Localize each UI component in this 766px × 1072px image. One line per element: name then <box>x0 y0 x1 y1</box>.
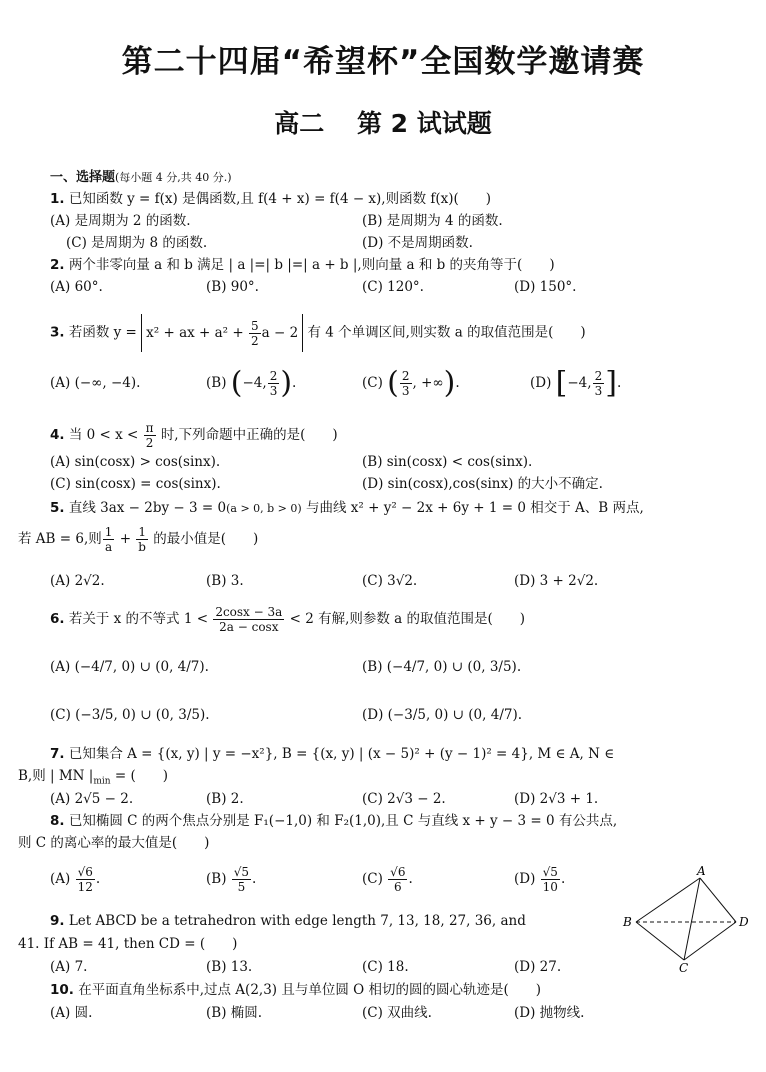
question-number: 9. <box>50 913 65 929</box>
question-9-cont: 41. If AB = 41, then CD = ( ) <box>18 936 238 952</box>
question-text: = ( ) <box>114 768 168 784</box>
option-b: (B) 是周期为 4 的函数. <box>362 213 503 229</box>
option-b: (B) (−4/7, 0) ∪ (0, 3/5). <box>362 659 522 675</box>
vertex-label-b: B <box>623 915 632 929</box>
option-b: (B) $\frac{√5}{5}$ . <box>206 865 257 894</box>
fraction <box>144 421 156 450</box>
question-number: 8. <box>50 813 65 829</box>
question-text-pre: 若函数 y = <box>68 324 137 341</box>
fraction <box>76 865 95 894</box>
option-c: (C) 是周期为 8 的函数. <box>66 235 208 251</box>
denominator: 2a − cosx <box>219 620 279 634</box>
page-subtitle <box>0 104 766 140</box>
numerator: √6 <box>390 865 406 879</box>
option-a: (A) 2√5 − 2. <box>50 791 134 807</box>
numerator: 2 <box>401 369 410 383</box>
question-number: 2. <box>50 257 65 273</box>
option-c: (C) 2√3 − 2. <box>362 791 446 807</box>
subscript: min <box>93 776 111 787</box>
option-b: (B) 13. <box>206 959 253 975</box>
denominator: 12 <box>77 880 93 894</box>
question-6 <box>50 602 525 636</box>
option-label: (C) <box>362 871 383 887</box>
option-d: (D) 不是周期函数. <box>362 235 473 251</box>
option-b: (B) sin(cosx) < cos(sinx). <box>362 454 533 470</box>
question-text: 两个非零向量 a 和 b 满足 | a |=| b |=| a + b |,则向量 a 和 b 的夹角等于( ) <box>68 257 555 273</box>
option-a: (A) 2√2. <box>50 573 105 589</box>
page-title: 第二十四届“希望杯”全国数学邀请赛 <box>121 44 645 80</box>
fraction <box>232 865 251 894</box>
option-d: (D) (−3/5, 0) ∪ (0, 4/7). <box>362 707 523 723</box>
numerator: 1 <box>136 525 148 540</box>
fraction <box>593 369 605 398</box>
option-b: (B) 3. <box>206 573 244 589</box>
option-value: , +∞ <box>412 375 444 391</box>
question-7-cont <box>18 767 168 791</box>
absolute-value-expression <box>141 314 303 352</box>
option-a: (A) (−4/7, 0) ∪ (0, 4/7). <box>50 659 209 675</box>
option-d: (D) sin(cosx),cos(sinx) 的大小不确定. <box>362 476 603 492</box>
denominator: 2 <box>145 436 154 450</box>
question-text: 的最小值是( ) <box>153 531 259 547</box>
numerator: 2cosx − 3a <box>215 605 283 619</box>
question-2 <box>50 256 555 274</box>
option-c: (C) $\frac{√6}{6}$ . <box>362 865 413 894</box>
option-a: (A) 是周期为 2 的函数. <box>50 213 191 229</box>
question-9 <box>50 912 526 930</box>
option-c: (C) 双曲线. <box>362 1005 432 1021</box>
fraction <box>249 319 261 348</box>
edge-ac <box>684 878 700 960</box>
question-text: 已知椭圆 C 的两个焦点分别是 F₁(−1,0) 和 F₂(1,0),且 C 与直线 x + y − 3 = 0 有公共点, <box>68 813 618 829</box>
fraction <box>388 865 407 894</box>
option-a: (A) (−∞, −4). <box>50 375 141 391</box>
denominator: 5 <box>237 880 246 894</box>
expr-part: a − 2 <box>261 325 299 341</box>
question-7 <box>50 745 614 763</box>
test-label: 第 2 试试题 <box>356 109 492 138</box>
tetrahedron-figure <box>622 866 752 972</box>
question-number: 1. <box>50 191 65 207</box>
question-text: 与曲线 x² + y² − 2x + 6y + 1 = 0 相交于 A、B 两点, <box>305 500 644 516</box>
denominator: b <box>138 540 146 554</box>
fraction <box>268 369 280 398</box>
option-b: (B) (−4, $\frac{2}{3}$ ). <box>206 365 297 401</box>
question-text-post: 时,下列命题中正确的是( ) <box>160 427 338 443</box>
option-d: (D) [−4, $\frac{2}{3}$ ]. <box>530 365 622 401</box>
option-b: (B) 椭圆. <box>206 1005 263 1021</box>
question-8-cont: 则 C 的离心率的最大值是( ) <box>18 835 210 851</box>
fraction <box>213 605 284 634</box>
section-label: 一、选择题 <box>50 170 116 185</box>
option-c: (C) 18. <box>362 959 409 975</box>
question-number: 10. <box>50 982 74 998</box>
option-c: (C) 3√2. <box>362 573 418 589</box>
option-d: (D) 27. <box>514 959 562 975</box>
question-1 <box>50 190 491 208</box>
question-4 <box>50 418 338 452</box>
denominator: 3 <box>269 384 278 398</box>
edge-bc <box>636 922 684 960</box>
option-b: (B) 2. <box>206 791 244 807</box>
edge-ab <box>636 878 700 922</box>
option-a: (A) 圆. <box>50 1005 93 1021</box>
question-number: 3. <box>50 324 65 341</box>
numerator: √5 <box>233 865 250 879</box>
question-8 <box>50 812 617 830</box>
question-number: 6. <box>50 611 65 627</box>
option-d: (D) 3 + 2√2. <box>514 573 599 589</box>
vertex-label-d: D <box>739 915 749 929</box>
option-a: (A) 60°. <box>50 279 103 295</box>
option-value: −4, <box>567 375 592 391</box>
question-text-pre: 当 0 < x < <box>68 427 139 443</box>
denominator: 3 <box>401 384 410 398</box>
numerator: 2 <box>269 369 278 383</box>
numerator: 5 <box>251 319 259 333</box>
question-number: 4. <box>50 427 65 443</box>
question-text: 直线 3ax − 2by − 3 = 0 <box>68 500 227 516</box>
option-c: (C) (−3/5, 0) ∪ (0, 3/5). <box>50 707 210 723</box>
question-number: 5. <box>50 500 65 516</box>
option-c: (C) sin(cosx) = cos(sinx). <box>50 476 221 492</box>
question-text-post: < 2 有解,则参数 a 的取值范围是( ) <box>289 611 526 627</box>
denominator: 6 <box>393 880 402 894</box>
numerator: √6 <box>77 865 93 879</box>
question-text-pre: 若关于 x 的不等式 1 < <box>68 611 209 627</box>
option-a: (A) 7. <box>50 959 88 975</box>
question-text: 在平面直角坐标系中,过点 A(2,3) 且与单位圆 O 相切的圆的圆心轨迹是( ) <box>78 982 542 998</box>
option-d: (D) 抛物线. <box>514 1005 585 1021</box>
fraction <box>103 525 115 554</box>
numerator: √5 <box>542 865 558 879</box>
denominator: 3 <box>594 384 603 398</box>
section-note: (每小题 4 分,共 40 分.) <box>115 171 232 184</box>
question-3 <box>50 314 586 352</box>
numerator: π <box>145 421 154 435</box>
question-text-post: 有 4 个单调区间,则实数 a 的取值范围是( ) <box>307 324 586 341</box>
option-value: −4, <box>242 375 267 391</box>
option-a: (A) $\frac{√6}{12}$ . <box>50 865 101 894</box>
option-label: (C) <box>362 375 383 391</box>
question-text: 已知集合 A = {(x, y) | y = −x²}, B = {(x, y) | (x − 5)² + (y − 1)² = 4}, M ∈ A, N ∈ <box>68 746 615 762</box>
fraction <box>541 865 560 894</box>
fraction <box>400 369 412 398</box>
question-text: 已知函数 y = f(x) 是偶函数,且 f(4 + x) = f(4 − x),则函数 f(x)( ) <box>68 191 492 207</box>
option-label: (B) <box>206 871 227 887</box>
question-text: B,则 | MN | <box>18 768 94 784</box>
vertex-label-c: C <box>679 961 689 972</box>
question-number: 7. <box>50 746 65 762</box>
option-label: (D) <box>530 375 552 391</box>
question-10 <box>50 981 541 999</box>
option-label: (A) <box>50 871 71 887</box>
edge-ad <box>700 878 736 922</box>
edge-cd <box>684 922 736 960</box>
numerator: 1 <box>104 525 113 539</box>
fraction <box>136 525 148 554</box>
option-d: (D) 150°. <box>514 279 577 295</box>
denominator: 10 <box>542 880 558 894</box>
option-label: (D) <box>514 871 536 887</box>
question-text: Let ABCD be a tetrahedron with edge length 7, 13, 18, 27, 36, and <box>68 913 526 929</box>
denominator: 2 <box>251 334 259 348</box>
section-header <box>50 168 232 187</box>
option-b: (B) 90°. <box>206 279 259 295</box>
condition: (a > 0, b > 0) <box>226 502 302 515</box>
question-5-cont <box>18 522 258 556</box>
denominator: a <box>104 540 113 554</box>
option-a: (A) sin(cosx) > cos(sinx). <box>50 454 221 470</box>
option-c: (C) ( $\frac{2}{3}$ , +∞). <box>362 365 460 401</box>
option-d: (D) $\frac{√5}{10}$ . <box>514 865 566 894</box>
operator: + <box>119 531 131 547</box>
grade-label: 高二 <box>274 109 325 138</box>
expr-part: x² + ax + a² + <box>146 325 248 341</box>
option-d: (D) 2√3 + 1. <box>514 791 599 807</box>
option-c: (C) 120°. <box>362 279 424 295</box>
question-text: 若 AB = 6,则 <box>18 531 102 547</box>
numerator: 2 <box>594 369 603 383</box>
option-label: (B) <box>206 375 227 391</box>
question-5 <box>50 499 644 518</box>
vertex-label-a: A <box>697 866 706 878</box>
